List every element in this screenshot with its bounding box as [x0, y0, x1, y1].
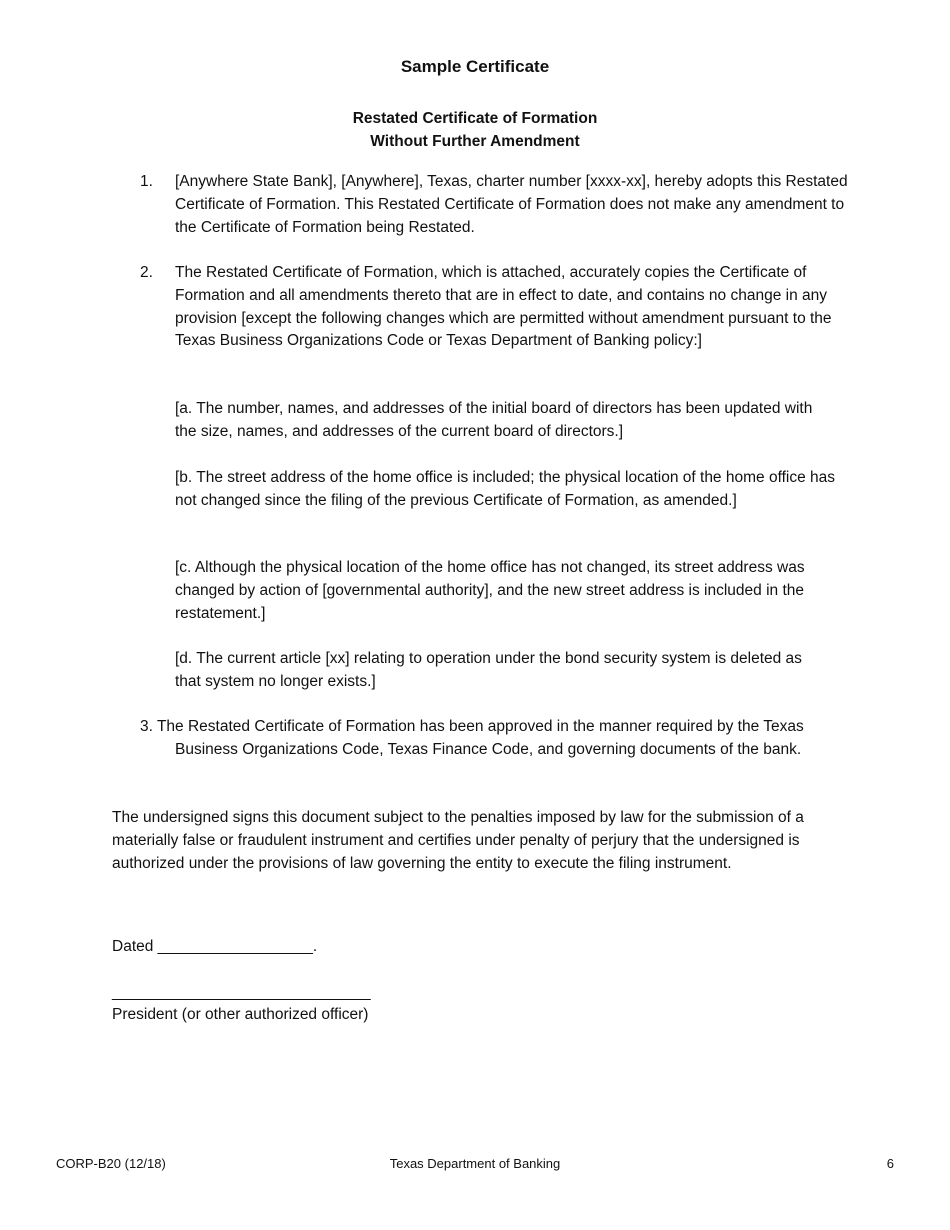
- signer-label: President (or other authorized officer): [112, 1006, 369, 1023]
- document-title: Sample Certificate: [400, 57, 550, 76]
- footer-form-id: CORP-B20 (12/18): [56, 1156, 166, 1171]
- item-3: [140, 716, 840, 762]
- signature-statement: The undersigned signs this document subject to the penalties imposed by law for the submission of a materially false or fraudulent instrument and certifies under penalty of perjury that the undersigned is authorized under the provisions of law governing the entity to execute the filing instrument.: [112, 809, 804, 872]
- document-subtitle: [0, 107, 950, 153]
- dated-line: Dated __________________.: [112, 938, 318, 955]
- sub-item-c: [c. Although the physical location of the home office has not changed, its street address was changed by action of [governmental authority], and the new street address is included in the restatement.]: [175, 559, 805, 622]
- item-1-text: [Anywhere State Bank], [Anywhere], Texas, charter number [xxxx-xx], hereby adopts this Restated Certificate of Formation. This Restated Certificate of Formation does not make any amendment to the Certificate of Formation being Restated.: [175, 173, 848, 236]
- footer-page-number: 6: [886, 1156, 894, 1171]
- item-2-number: 2.: [140, 264, 153, 281]
- subtitle-line-1: Restated Certificate of Formation: [352, 110, 598, 127]
- subtitle-line-2: Without Further Amendment: [370, 133, 580, 150]
- footer-agency: Texas Department of Banking: [389, 1156, 561, 1171]
- sub-item-b: [b. The street address of the home office is included; the physical location of the home office has not changed since the filing of the previous Certificate of Formation, as amended.]: [175, 469, 836, 509]
- item-2-text: The Restated Certificate of Formation, which is attached, accurately copies the Certificate of Formation and all amendments thereto that are in effect to date, and contains no change in any provision [except the following changes which are permitted without amendment pursuant to the Texas Business Organizations Code or Texas Department of Banking policy:]: [175, 264, 832, 350]
- item-3-number: 3.: [140, 718, 153, 735]
- sub-item-d: [d. The current article [xx] relating to operation under the bond security system is deleted as that system no longer exists.]: [175, 650, 802, 690]
- sub-item-a: [a. The number, names, and addresses of the initial board of directors has been updated with the size, names, and addresses of the current board of directors.]: [175, 400, 813, 440]
- item-1-number: 1.: [140, 173, 153, 190]
- signature-line: ______________________________: [112, 984, 371, 1001]
- item-3-text: The Restated Certificate of Formation has been approved in the manner required by the Texas Business Organizations Code, Texas Finance Code, and governing documents of the bank.: [156, 718, 804, 758]
